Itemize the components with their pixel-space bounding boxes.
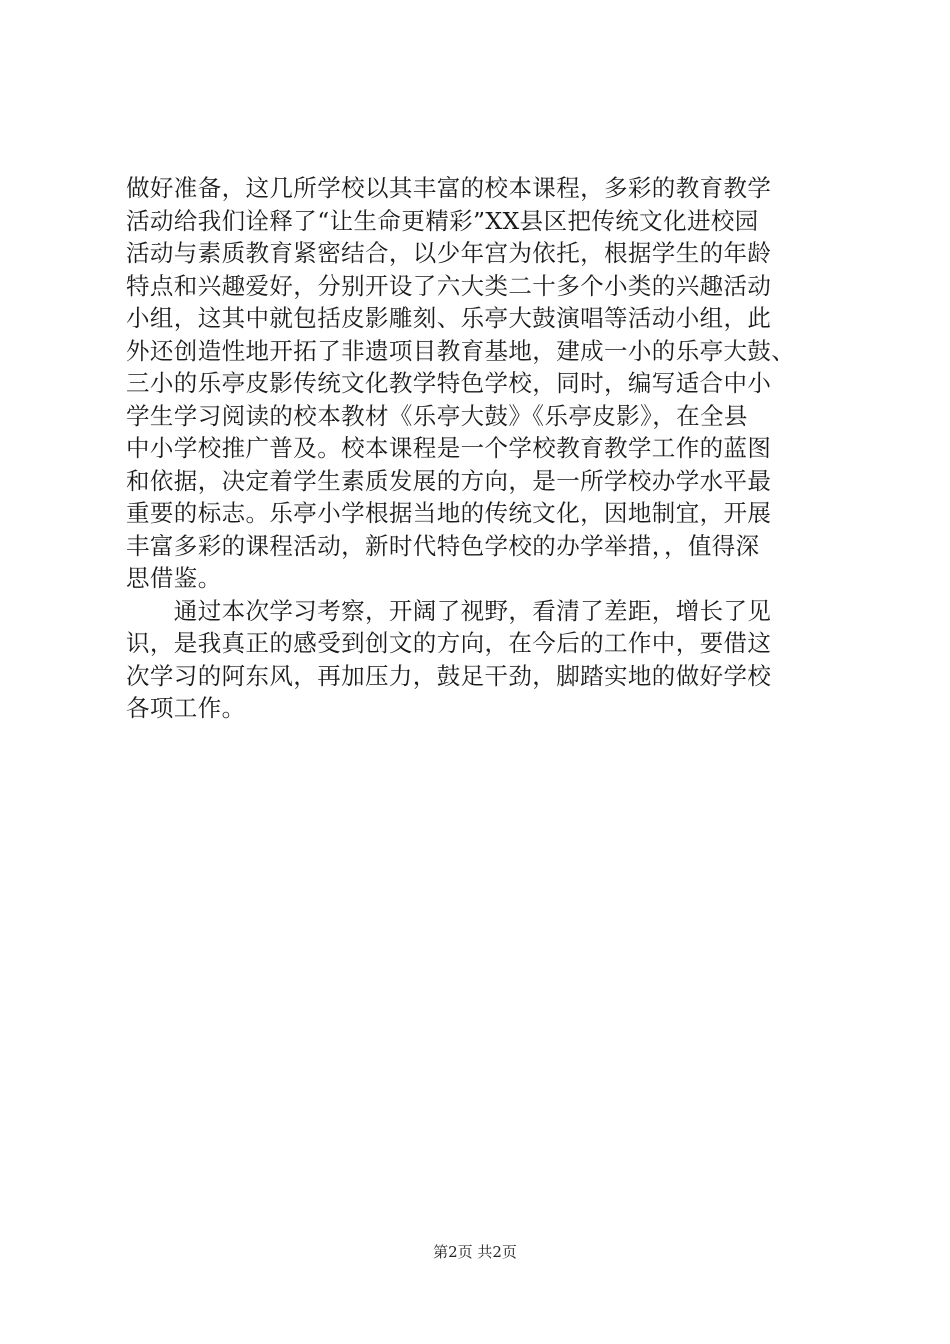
text-line: 做好准备，这几所学校以其丰富的校本课程，多彩的教育教学 — [126, 174, 772, 202]
page-number-label: 第2页 共2页 — [433, 1243, 517, 1261]
text-line: 学生学习阅读的校本教材《乐亭大鼓》《乐亭皮影》，在全县 — [126, 401, 748, 430]
text-line: 丰富多彩的课程活动，新时代特色学校的办学举措，，值得深 — [126, 531, 760, 560]
text-line: 特点和兴趣爱好，分别开设了六大类二十多个小类的兴趣活动 — [126, 271, 772, 300]
paragraph-2 — [126, 595, 826, 725]
text-line: 三小的乐亭皮影传统文化教学特色学校，同时，编写适合中小 — [126, 369, 772, 397]
text-line: 中小学校推广普及。校本课程是一个学校教育教学工作的蓝图 — [126, 434, 772, 462]
text-line: 活动给我们诠释了“让生命更精彩”XX县区把传统文化进校园 — [126, 206, 759, 235]
paragraph-1 — [126, 172, 826, 595]
text-line: 活动与素质教育紧密结合，以少年宫为依托，根据学生的年龄 — [126, 239, 772, 267]
text-line: 重要的标志。乐亭小学根据当地的传统文化，因地制宜，开展 — [126, 499, 772, 527]
text-line: 通过本次学习考察，开阔了视野，看清了差距，增长了见 — [126, 596, 772, 625]
text-line: 各项工作。 — [126, 694, 246, 722]
text-line: 小组，这其中就包括皮影雕刻、乐亭大鼓演唱等活动小组，此 — [126, 304, 772, 332]
document-body — [126, 172, 826, 725]
text-line: 次学习的阿东风，再加压力，鼓足干劲，脚踏实地的做好学校 — [126, 661, 772, 690]
text-line: 识，是我真正的感受到创文的方向，在今后的工作中，要借这 — [126, 629, 772, 657]
page-footer — [0, 1242, 950, 1262]
text-line: 思借鉴。 — [126, 564, 222, 592]
text-line: 和依据，决定着学生素质发展的方向，是一所学校办学水平最 — [126, 466, 772, 495]
text-line: 外还创造性地开拓了非遗项目教育基地，建成一小的乐亭大鼓、 — [126, 336, 796, 365]
